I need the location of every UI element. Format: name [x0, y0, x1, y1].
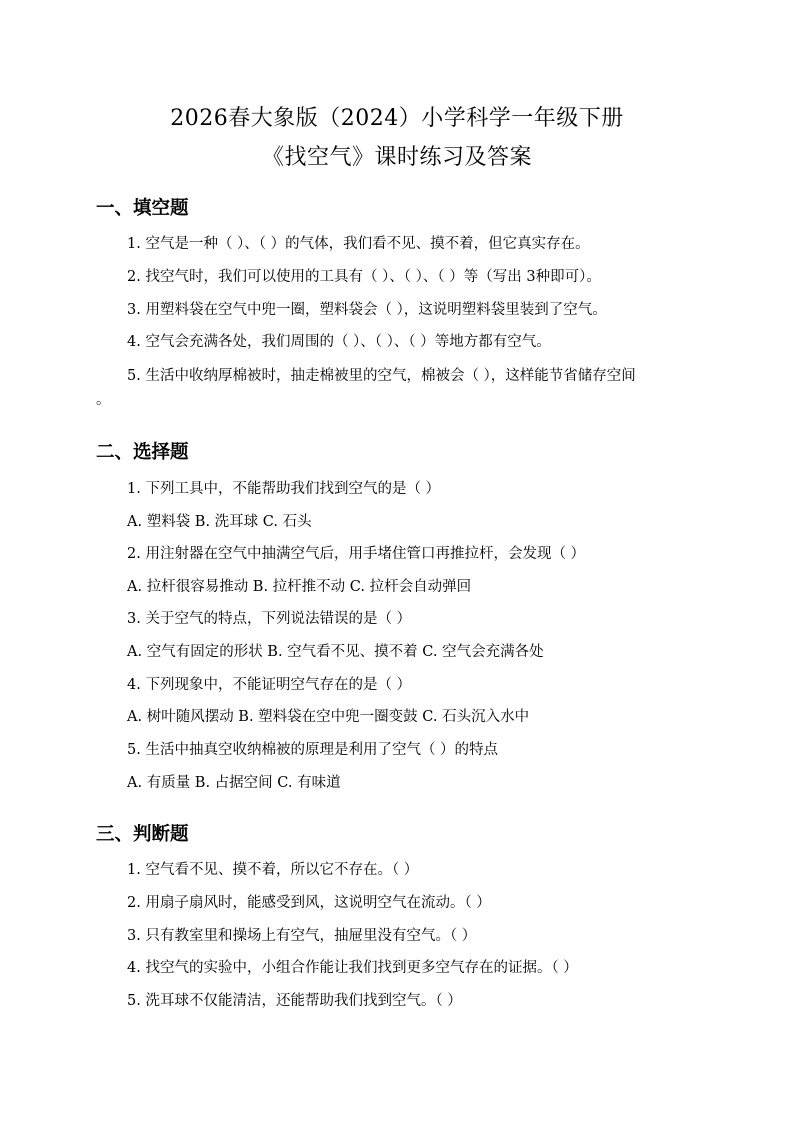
- fill-question-3: 3. 用塑料袋在空气中兜一圈，塑料袋会（ ），这说明塑料袋里装到了空气。: [127, 302, 607, 318]
- choice-options-1: A. 塑料袋 B. 洗耳球 C. 石头: [127, 514, 312, 530]
- judge-question-5: 5. 洗耳球不仅能清洁，还能帮助我们找到空气。（ ）: [127, 993, 462, 1009]
- choice-question-4: 4. 下列现象中，不能证明空气存在的是（ ）: [127, 677, 412, 693]
- section-heading-fill: 一、填空题: [96, 198, 189, 219]
- fill-question-4: 4. 空气会充满各处，我们周围的（ ）、（ ）、（ ）等地方都有空气。: [127, 334, 551, 350]
- choice-question-3: 3. 关于空气的特点，下列说法错误的是（ ）: [127, 611, 412, 627]
- choice-options-4: A. 树叶随风摆动 B. 塑料袋在空中兜一圈变鼓 C. 石头沉入水中: [127, 709, 530, 725]
- judge-question-4: 4. 找空气的实验中，小组合作能让我们找到更多空气存在的证据。（ ）: [127, 960, 578, 976]
- section-heading-judge: 三、判断题: [96, 824, 189, 845]
- judge-question-2: 2. 用扇子扇风时，能感受到风，这说明空气在流动。（ ）: [127, 895, 491, 911]
- choice-options-5: A. 有质量 B. 占据空间 C. 有味道: [127, 775, 341, 791]
- choice-question-2: 2. 用注射器在空气中抽满空气后，用手堵住管口再推拉杆，会发现（ ）: [127, 546, 586, 562]
- fill-question-1: 1. 空气是一种（ ）、（ ）的气体，我们看不见、摸不着，但它真实存在。: [127, 236, 590, 252]
- doc-title-line2: 《找空气》课时练习及答案: [261, 145, 532, 170]
- choice-question-5: 5. 生活中抽真空收纳棉被的原理是利用了空气（ ）的特点: [127, 742, 499, 758]
- fill-question-5-tail: 。: [96, 392, 111, 408]
- judge-question-3: 3. 只有教室里和操场上有空气，抽屉里没有空气。（ ）: [127, 928, 477, 944]
- doc-title-line1: 2026春大象版（2024）小学科学一年级下册: [170, 106, 624, 131]
- fill-question-2: 2. 找空气时，我们可以使用的工具有（ ）、（ ）、（ ）等（写出 3种即可）。: [127, 269, 601, 285]
- judge-question-1: 1. 空气看不见、摸不着，所以它不存在。（ ）: [127, 862, 419, 878]
- choice-question-1: 1. 下列工具中，不能帮助我们找到空气的是（ ）: [127, 481, 441, 497]
- fill-question-5: 5. 生活中收纳厚棉被时，抽走棉被里的空气，棉被会（ ），这样能节省储存空间: [127, 368, 636, 384]
- choice-options-2: A. 拉杆很容易推动 B. 拉杆推不动 C. 拉杆会自动弹回: [127, 579, 472, 595]
- section-heading-choice: 二、选择题: [96, 442, 189, 463]
- choice-options-3: A. 空气有固定的形状 B. 空气看不见、摸不着 C. 空气会充满各处: [127, 644, 544, 660]
